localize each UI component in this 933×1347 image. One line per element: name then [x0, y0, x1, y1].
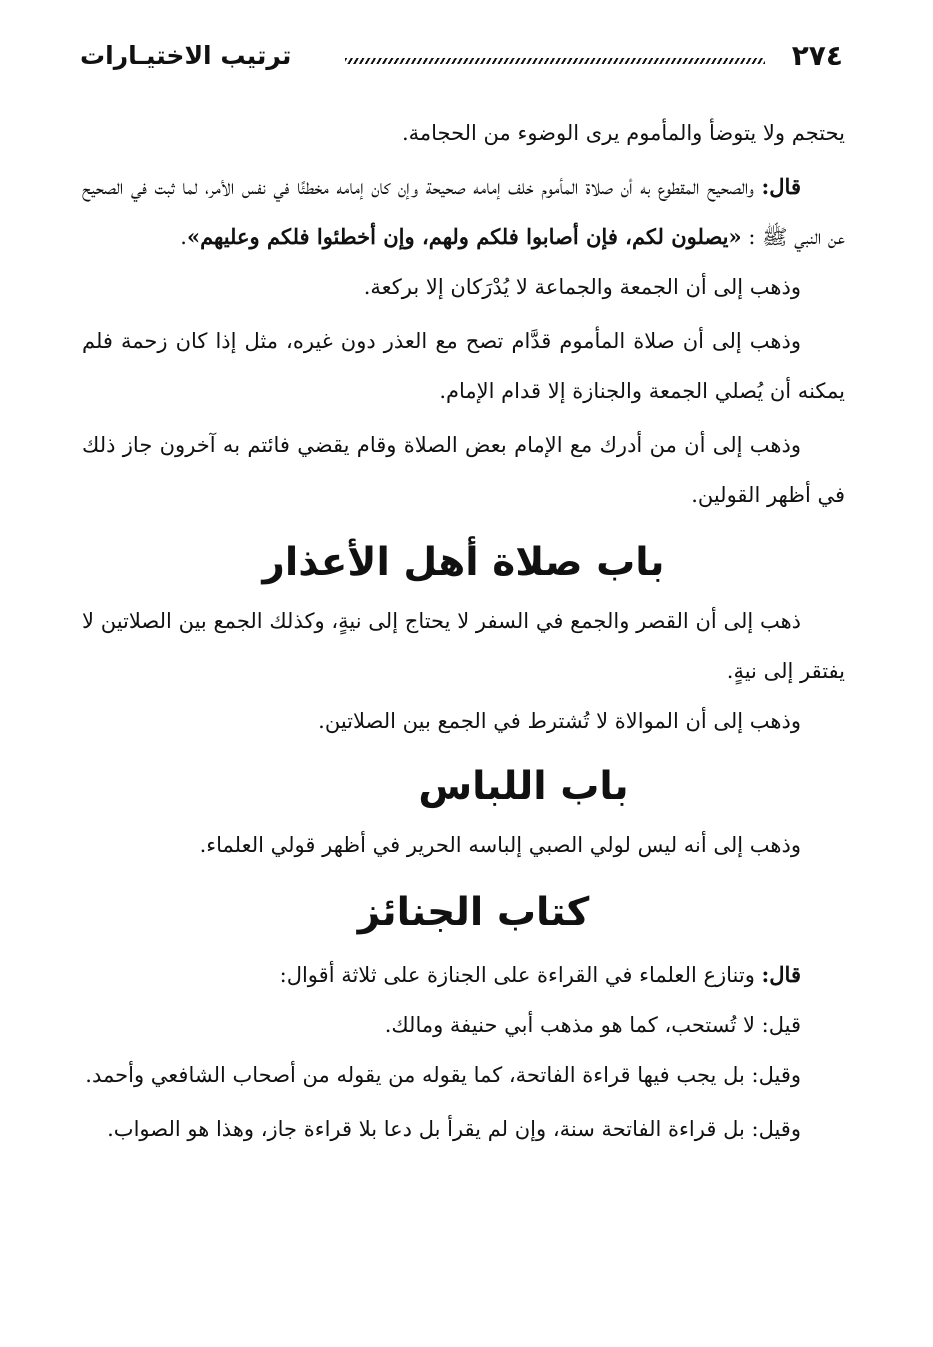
running-title: ترتيب الاختيـارات: [80, 41, 292, 70]
paragraph-7: وذهب إلى أن الموالاة لا تُشترط في الجمع بين الصلاتين.: [318, 709, 801, 733]
paragraph-12: وقيل: بل قراءة الفاتحة سنة، وإن لم يقرأ بل دعا بلا قراءة جاز، وهذا هو الصواب.: [107, 1117, 801, 1141]
paragraph-2: [82, 162, 845, 262]
paragraph-2-text: والصحيح المقطوع به أن صلاة المأموم خلف إمامه صحيحة وإن كان إمامه مخطئًا في نفس الأمر، لما ثبت في الصحيح عن النبي ﷺ :: [82, 175, 845, 249]
paragraph-5: وذهب إلى أن من أدرك مع الإمام بعض الصلاة وقام يقضي فائتم به آخرون جاز ذلك في أظهر القولين.: [82, 433, 845, 507]
paragraph-4: وذهب إلى أن صلاة المأموم قدَّام تصح مع العذر دون غيره، مثل إذا كان زحمة فلم يمكنه أن يُصلي الجمعة والجنازة إلا قدام الإمام.: [82, 329, 845, 403]
paragraph-9-text: وتنازع العلماء في القراءة على الجنازة على ثلاثة أقوال:: [279, 963, 762, 987]
paragraph-2-end: .: [180, 225, 187, 249]
page-header: [80, 36, 843, 80]
paragraph-3: وذهب إلى أن الجمعة والجماعة لا يُدْرَكان إلا بركعة.: [363, 275, 801, 299]
paragraph-9: [82, 950, 845, 1000]
hadith-quote: «يصلون لكم، فإن أصابوا فلكم ولهم، وإن أخطئوا فلكم وعليهم»: [186, 224, 742, 249]
paragraph-6: ذهب إلى أن القصر والجمع في السفر لا يحتاج إلى نيةٍ، وكذلك الجمع بين الصلاتين لا يفتقر إلى نيةٍ.: [82, 609, 845, 683]
book-heading-funerals: كتاب الجنائز: [357, 890, 590, 935]
page-body: [82, 108, 845, 1154]
page-number: ٢٧٤: [791, 39, 843, 72]
section-heading-excuses: باب صلاة أهل الأعذار: [262, 540, 665, 585]
paragraph-9-label: قال:: [761, 962, 801, 987]
paragraph-2-label: قال:: [761, 174, 801, 199]
section-heading-clothing: باب اللباس: [418, 764, 629, 809]
paragraph-11: وقيل: بل يجب فيها قراءة الفاتحة، كما يقوله من يقوله من أصحاب الشافعي وأحمد.: [85, 1063, 801, 1087]
header-rule: [345, 58, 765, 64]
paragraph-10: قيل: لا تُستحب، كما هو مذهب أبي حنيفة ومالك.: [384, 1013, 801, 1037]
paragraph-1: يحتجم ولا يتوضأ والمأموم يرى الوضوء من الحجامة.: [401, 121, 845, 145]
paragraph-8: وذهب إلى أنه ليس لولي الصبي إلباسه الحرير في أظهر قولي العلماء.: [199, 833, 801, 857]
